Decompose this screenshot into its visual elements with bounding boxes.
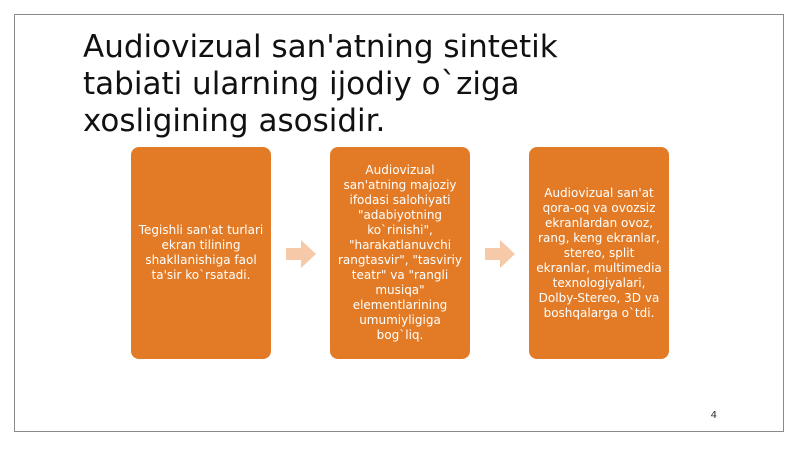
right-arrow-icon [286, 239, 316, 269]
process-box-2-text: Audiovizual san'atning majoziy ifodasi salohiyati "adabiyotning ko`rinishi", "harakatlanuvchi rangtasvir", "tasviriy teatr" va "rangli musiqa" elementlarining umumiyligiga bog`liq. [338, 163, 462, 342]
process-box-1 [131, 147, 271, 359]
page-number: 4 [710, 410, 717, 421]
slide [14, 14, 784, 432]
process-box-3 [529, 147, 669, 359]
process-box-3-text: Audiovizual san'at qora-oq va ovozsiz ekranlardan ovoz, rang, keng ekranlar, stereo, split ekranlar, multimedia texnologiyalari, Dolby-Stereo, 3D va boshqalarga o`tdi. [536, 185, 662, 320]
slide-title: Audiovizual san'atning sintetik tabiati ularning ijodiy o`ziga xosligining asosidir. [83, 29, 558, 139]
process-box-1-text: Tegishli san'at turlari ekran tilining shakllanishiga faol ta'sir ko`rsatadi. [138, 223, 264, 282]
process-box-2 [330, 147, 470, 359]
right-arrow-icon [485, 239, 515, 269]
